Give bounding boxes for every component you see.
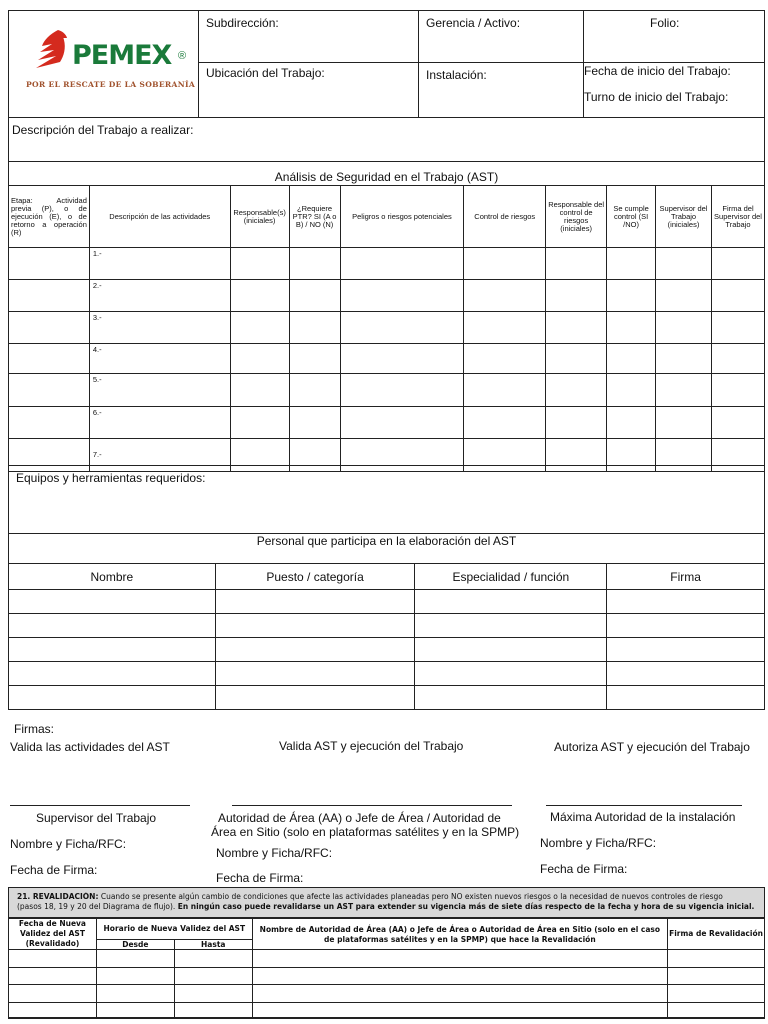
col-ptr: ¿Requiere PTR? SI (A o B) / NO (N) [289, 186, 340, 248]
personal-row [9, 662, 765, 686]
col-peligros: Peligros o riesgos potenciales [340, 186, 464, 248]
logo-slogan: POR EL RESCATE DE LA SOBERANÍA [26, 80, 196, 89]
ast-header-row [9, 186, 765, 248]
personal-row [9, 614, 765, 638]
col-responsable: Responsable(s) (iniciales) [230, 186, 289, 248]
folio-label: Folio: [650, 16, 680, 30]
ast-row [9, 248, 765, 280]
revalidacion-number: 21. REVALIDACIÓN: [17, 892, 99, 901]
ast-table [8, 185, 765, 472]
fecha-firma-maxima: Fecha de Firma: [540, 862, 628, 876]
revalidacion-row [9, 950, 765, 968]
maxima-signature-label: Máxima Autoridad de la instalación [550, 810, 736, 824]
personal-row [9, 686, 765, 710]
col-desde: Desde [96, 939, 174, 949]
col-control: Control de riesgos [464, 186, 546, 248]
fecha-firma-autoridad: Fecha de Firma: [216, 871, 304, 885]
personal-title: Personal que participa en la elaboración del AST [256, 534, 517, 548]
ast-row-number: 4.- [89, 344, 230, 374]
revalidacion-row [9, 985, 765, 1003]
autoriza-label: Autoriza AST y ejecución del Trabajo [554, 740, 750, 754]
col-horario: Horario de Nueva Validez del AST [96, 919, 252, 940]
revalidacion-text-2-bold: En ningún caso puede revalidarse un AST para extender su vigencia más de siete días respecto de la fecha y hora de su vigencia inicial. [177, 902, 755, 911]
descripcion-label: Descripción del Trabajo a realizar: [12, 123, 194, 137]
signature-line-maxima [546, 805, 742, 806]
gerencia-label: Gerencia / Activo: [426, 16, 521, 30]
supervisor-signature-label: Supervisor del Trabajo [36, 811, 157, 825]
ast-row [9, 374, 765, 407]
ast-row-number: 2.- [89, 280, 230, 312]
col-etapa: Etapa: Actividad previa (P), o de ejecución (E), o de retorno a operación (R) [9, 186, 90, 248]
subdireccion-label: Subdirección: [206, 16, 279, 30]
instalacion-label: Instalación: [426, 68, 487, 82]
fecha-firma-supervisor: Fecha de Firma: [10, 863, 98, 877]
pemex-logo [26, 26, 196, 96]
registered-mark: ® [178, 50, 187, 62]
col-nombre: Nombre [9, 564, 216, 590]
personal-header-row [9, 564, 765, 590]
signature-line-autoridad [232, 805, 512, 806]
nombre-ficha-autoridad: Nombre y Ficha/RFC: [216, 846, 333, 860]
col-supervisor: Supervisor del Trabajo (iniciales) [656, 186, 712, 248]
valida-ejecucion-label: Valida AST y ejecución del Trabajo [279, 739, 464, 753]
autoridad-signature-label-1: Autoridad de Área (AA) o Jefe de Área / Autoridad de [218, 811, 501, 825]
col-firma-revalidacion: Firma de Revalidación [668, 919, 765, 950]
logo-wordmark: PEMEX [72, 40, 172, 71]
personal-row [9, 638, 765, 662]
ast-form [8, 10, 765, 1018]
turno-inicio-label: Turno de inicio del Trabajo: [584, 90, 729, 104]
ast-row [9, 312, 765, 344]
valida-actividades-label: Valida las actividades del AST [10, 740, 170, 754]
col-puesto: Puesto / categoría [215, 564, 415, 590]
equipos-label: Equipos y herramientas requeridos: [16, 471, 206, 485]
firmas-label: Firmas: [14, 722, 54, 736]
col-firma: Firma [607, 564, 765, 590]
col-descripcion: Descripción de las actividades [89, 186, 230, 248]
nombre-ficha-maxima: Nombre y Ficha/RFC: [540, 836, 657, 850]
ast-row-number: 6.- [89, 407, 230, 439]
personal-table [8, 563, 765, 710]
revalidacion-table [8, 918, 765, 1019]
revalidacion-row [9, 968, 765, 985]
ast-row-number: 5.- [89, 374, 230, 407]
col-resp-control: Responsable del control de riesgos (iniciales) [546, 186, 607, 248]
revalidacion-text-1: Cuando se presente algún cambio de condiciones que afecte las actividades planeadas pero NO existen nuevos riesgos o la necesidad de nuevos controles de riesgo [100, 892, 723, 901]
revalidacion-notice [9, 888, 764, 918]
col-cumple: Se cumple control (SI /NO) [607, 186, 656, 248]
ast-row-number: 7.- [89, 439, 230, 472]
nombre-ficha-supervisor: Nombre y Ficha/RFC: [10, 837, 127, 851]
fecha-inicio-label: Fecha de inicio del Trabajo: [584, 64, 731, 78]
col-nombre-autoridad: Nombre de Autoridad de Área (AA) o Jefe de Área o Autoridad de Área en Sitio (solo en el caso de plataformas satélites y en la SPMP) que hace la Revalidación [252, 919, 667, 950]
col-firma-supervisor: Firma del Supervisor del Trabajo [711, 186, 764, 248]
revalidacion-text-2: (pasos 18, 19 y 20 del Diagrama de flujo). [17, 902, 176, 911]
signature-line-supervisor [10, 805, 190, 806]
ast-row [9, 344, 765, 374]
revalidacion-row [9, 1003, 765, 1019]
ast-row [9, 280, 765, 312]
col-fecha-nueva-validez: Fecha de Nueva Validez del AST (Revalidado) [9, 919, 97, 950]
col-hasta: Hasta [174, 939, 252, 949]
col-especialidad: Especialidad / función [415, 564, 607, 590]
pemex-eagle-icon [28, 28, 70, 72]
autoridad-signature-label-2: Área en Sitio (solo en plataformas satélites y en la SPMP) [211, 825, 520, 839]
ast-row-number: 1.- [89, 248, 230, 280]
ast-title: Análisis de Seguridad en el Trabajo (AST) [274, 170, 499, 184]
ast-row-number: 3.- [89, 312, 230, 344]
personal-row [9, 590, 765, 614]
ast-row [9, 407, 765, 439]
ubicacion-label: Ubicación del Trabajo: [206, 66, 325, 80]
